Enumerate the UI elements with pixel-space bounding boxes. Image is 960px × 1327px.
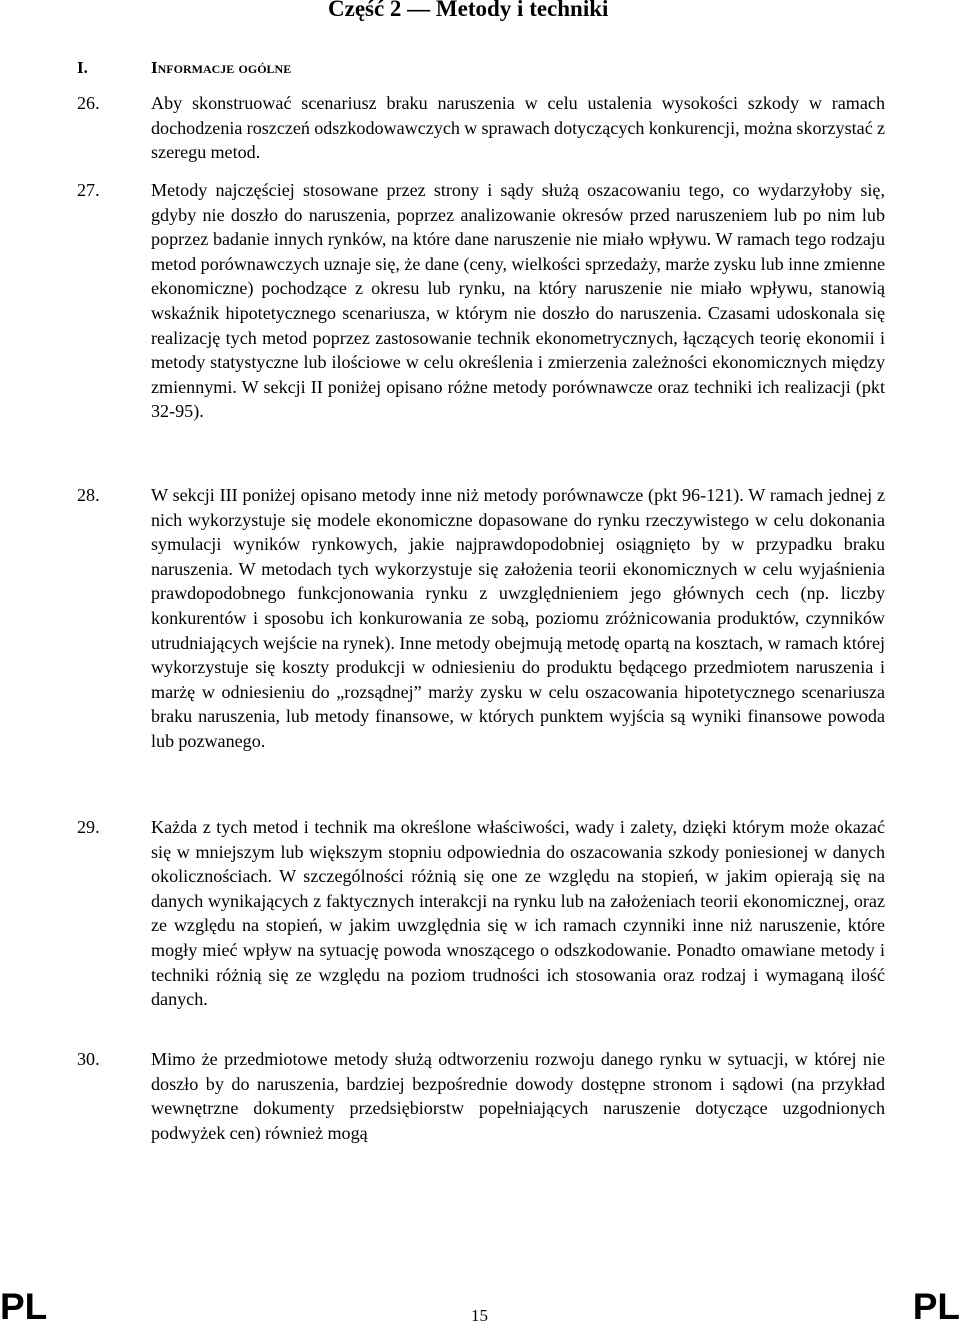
paragraph-28 <box>77 483 885 754</box>
page-title: Część 2 — Metody i techniki <box>328 0 609 21</box>
paragraph-text: Aby skonstruować scenariusz braku naruszenia w celu ustalenia wysokości szkody w ramach dochodzenia roszczeń odszkodowawczych w sprawach dotyczących konkurencji, można skorzystać z szeregu metod. <box>151 93 885 163</box>
footer-language-right: PL <box>912 1286 960 1327</box>
paragraph-27 <box>77 178 885 424</box>
section-heading <box>77 58 291 78</box>
footer-language-left: PL <box>0 1286 48 1327</box>
paragraph-text: W sekcji III poniżej opisano metody inne niż metody porównawcze (pkt 96-121). W ramach jednej z nich wykorzystuje się modele ekonomiczne dopasowane do rynku rzeczywistego w celu dokonania symulacji wyników rynkowych, jakie najprawdopodobniej osiągnięto by w przypadku braku naruszenia. W metodach tych wykorzystuje się założenia teorii ekonomicznych w celu wyjaśnienia prawdopodobnego funkcjonowania rynku z uwzględnieniem jego głównych cech (np. liczby konkurentów i sposobu ich konkurowania ze sobą, poziomu zróżnicowania produktów, czynników utrudniających wejście na rynek). Inne metody obejmują metodę opartą na kosztach, w ramach której wykorzystuje się koszty produkcji w odniesieniu do produktu będącego przedmiotem naruszenia i marżę w odniesieniu do „rozsądnej” marży zysku w celu oszacowania hipotetycznego scenariusza braku naruszenia, lub metody finansowe, w których punktem wyjścia są wyniki finansowe powoda lub pozwanego. <box>151 485 885 751</box>
page-number: 15 <box>471 1306 488 1325</box>
paragraph-number: 29. <box>77 817 100 837</box>
paragraph-text: Mimo że przedmiotowe metody służą odtworzeniu rozwoju danego rynku w sytuacji, w której nie doszło by do naruszenia, bardziej bezpośrednie dowody dostępne stronom i sądowi (na przykład wewnętrzne dokumenty przedsiębiorstw popełniających naruszenie dotyczące uzgodnionych podwyżek cen) również mogą <box>151 1049 885 1143</box>
paragraph-text: Metody najczęściej stosowane przez strony i sądy służą oszacowaniu tego, co wydarzyłoby się, gdyby nie doszło do naruszenia, poprzez analizowanie okresów przed naruszeniem lub po nim lub poprzez badanie innych rynków, na które dane naruszenie nie miało wpływu. W ramach tego rodzaju metod porównawczych uznaje się, że dane (ceny, wielkości sprzedaży, marże zysku lub inne zmienne ekonomiczne) pochodzące z okresu lub rynku, na który naruszenie nie miało wpływu, stanowią wskaźnik hipotetycznego scenariusza, w którym nie doszło do naruszenia. Czasami udoskonala się realizację tych metod poprzez zastosowanie technik ekonometrycznych, łączących teorię ekonomii i metody statystyczne lub ilościowe w celu określenia i zmierzenia zależności ekonomicznych między zmiennymi. W sekcji II poniżej opisano różne metody porównawcze oraz techniki ich realizacji (pkt 32-95). <box>151 180 885 422</box>
section-number: I. <box>77 58 88 77</box>
section-title: Informacje ogólne <box>151 58 292 77</box>
paragraph-number: 26. <box>77 93 100 113</box>
paragraph-number: 27. <box>77 180 100 200</box>
paragraph-29 <box>77 815 885 1012</box>
paragraph-text: Każda z tych metod i technik ma określone właściwości, wady i zalety, dzięki którym może okazać się w mniejszym lub większym stopniu odpowiednia do oszacowania szkody poniesionej w danych okolicznościach. W szczególności różnią się one ze względu na stopień, w jakim opierają się na danych wynikających z faktycznych interakcji na rynku lub na założeniach teorii ekonomicznej, oraz ze względu na stopień, w jakim uwzględnia się w ich ramach czynniki inne niż naruszenie, które mogły mieć wpływ na sytuację powoda wnoszącego o odszkodowanie. Ponadto omawiane metody i techniki różnią się ze względu na poziom trudności ich stosowania oraz rodzaj i wymaganą ilość danych. <box>151 817 885 1010</box>
paragraph-26 <box>77 91 885 165</box>
paragraph-30 <box>77 1047 885 1145</box>
paragraph-number: 30. <box>77 1049 100 1069</box>
paragraph-number: 28. <box>77 485 100 505</box>
